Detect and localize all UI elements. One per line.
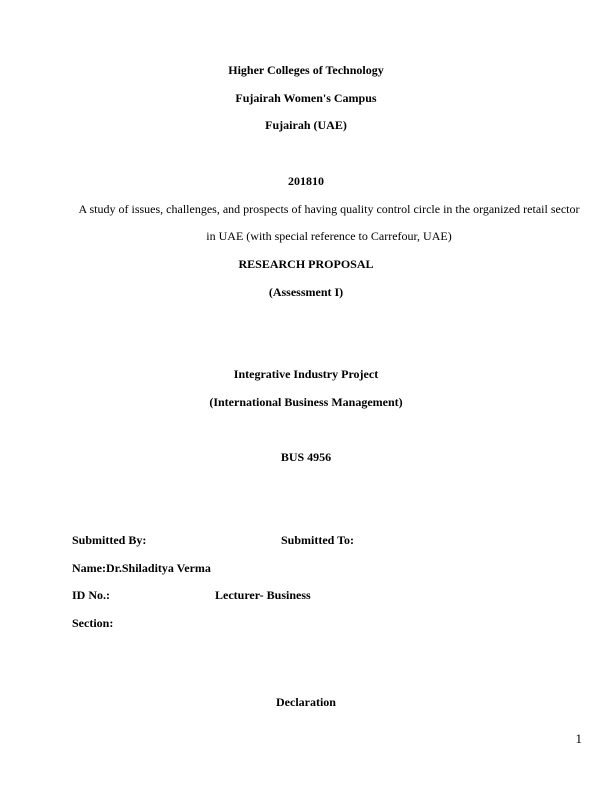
- institution-name: Higher Colleges of Technology: [228, 63, 384, 77]
- student-name: Name:Dr.Shiladitya Verma: [72, 561, 211, 575]
- course-name: Integrative Industry Project: [233, 367, 379, 381]
- document-type: RESEARCH PROPOSAL: [238, 257, 374, 271]
- submitted-to-label: Submitted To:: [281, 533, 355, 547]
- submitted-by-label: Submitted By:: [72, 533, 147, 547]
- assessment-label: (Assessment I): [268, 285, 344, 299]
- course-code: BUS 4956: [280, 450, 332, 464]
- campus-location: Fujairah (UAE): [265, 118, 347, 132]
- id-label: ID No.:: [72, 588, 110, 602]
- study-title-line-2: in UAE (with special reference to Carrefour, UAE): [206, 229, 452, 243]
- page-number: 1: [575, 731, 582, 746]
- program-name: (International Business Management): [209, 395, 403, 409]
- study-title-line-1: A study of issues, challenges, and prospects of having quality control circle in the organized retail sector: [78, 202, 580, 216]
- section-label: Section:: [72, 616, 114, 630]
- term-code: 201810: [288, 174, 324, 188]
- campus-name: Fujairah Women's Campus: [235, 91, 377, 105]
- lecturer-title: Lecturer- Business: [215, 588, 311, 602]
- declaration-heading: Declaration: [276, 695, 336, 709]
